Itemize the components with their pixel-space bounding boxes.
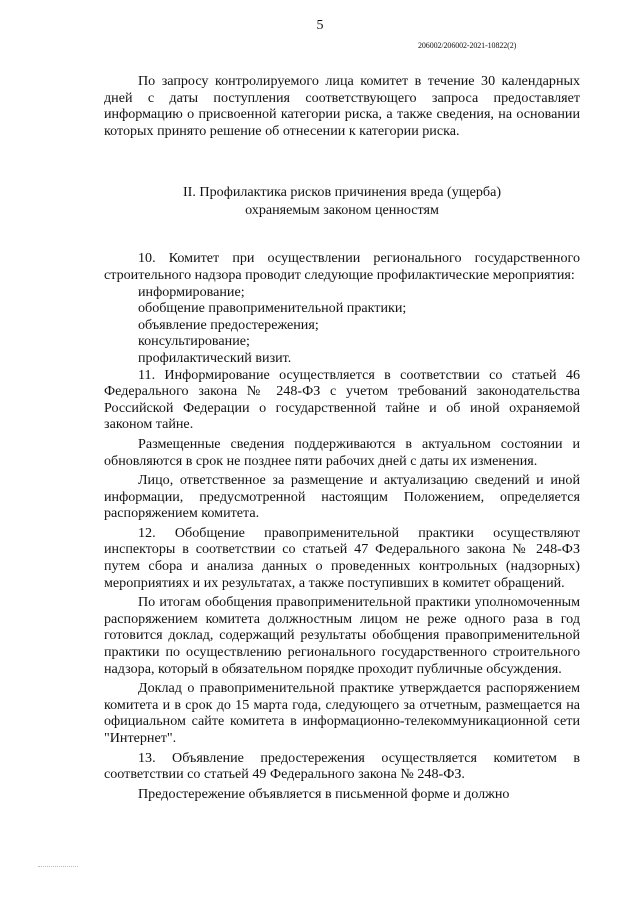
page-number: 5 bbox=[316, 18, 324, 33]
paragraph-12: 12. Обобщение правоприменительной практики осуществляют инспекторы в соответствии со статьей 47 Федерального закона № 248-ФЗ путем сбора и анализа данных о проведенных контрольных (надзорных) мероприятиях и их результатах, а также поступивших в комитет обращений. bbox=[104, 524, 580, 591]
paragraph-11-updates: Размещенные сведения поддерживаются в актуальном состоянии и обновляются в срок не позднее пяти рабочих дней с даты их изменения. bbox=[104, 435, 580, 469]
list-item: объявление предостережения; bbox=[138, 316, 319, 333]
paragraph-10: 10. Комитет при осуществлении регионального государственного строительного надзора проводит следующие профилактические мероприятия: bbox=[104, 250, 580, 283]
paragraph-11: 11. Информирование осуществляется в соответствии со статьей 46 Федерального закона № 248-ФЗ с учетом требований законодательства Российской Федерации о государственной тайне и об иной охраняемой законом тайне. bbox=[104, 366, 580, 433]
section-title-line-2: охраняемым законом ценностям bbox=[245, 202, 439, 219]
list-item: профилактический визит. bbox=[138, 349, 292, 366]
scan-artifact bbox=[38, 864, 78, 867]
section-title-line-1: II. Профилактика рисков причинения вреда (ущерба) bbox=[182, 184, 502, 201]
list-item: информирование; bbox=[138, 283, 245, 300]
paragraph-13: 13. Объявление предостережения осуществляется комитетом в соответствии со статьей 49 Федерального закона № 248-ФЗ. bbox=[104, 749, 580, 783]
paragraph-11-responsible: Лицо, ответственное за размещение и актуализацию сведений и иной информации, предусмотренной настоящим Положением, определяется распоряжением комитета. bbox=[104, 472, 580, 522]
paragraph-12-approval: Доклад о правоприменительной практике утверждается распоряжением комитета и в срок до 15 марта года, следующего за отчетным, размещается на официальном сайте комитета в информационно-телекоммуникационной сети "Интернет". bbox=[104, 680, 580, 746]
list-item: обобщение правоприменительной практики; bbox=[138, 300, 407, 317]
paragraph-12-report: По итогам обобщения правоприменительной практики уполномоченным распоряжением комитета должностным лицом не реже одного раза в год готовится доклад, содержащий результаты обобщения правоприменительной практики по осуществлению регионального государственного строительного надзора, который в обязательном порядке проходит публичные обсуждения. bbox=[104, 594, 580, 677]
document-id: 206002/206002-2021-10822(2) bbox=[418, 41, 517, 50]
section-title bbox=[104, 183, 580, 219]
paragraph-13-warning: Предостережение объявляется в письменной форме и должно bbox=[138, 785, 510, 802]
paragraph-risk-category-request: По запросу контролируемого лица комитет в течение 30 календарных дней с даты поступления соответствующего запроса предоставляет информацию о присвоенной категории риска, а также сведения, на основании которых принято решение об отнесении к категории риска. bbox=[104, 73, 580, 139]
document-body bbox=[104, 73, 580, 802]
list-item: консультирование; bbox=[138, 333, 250, 350]
